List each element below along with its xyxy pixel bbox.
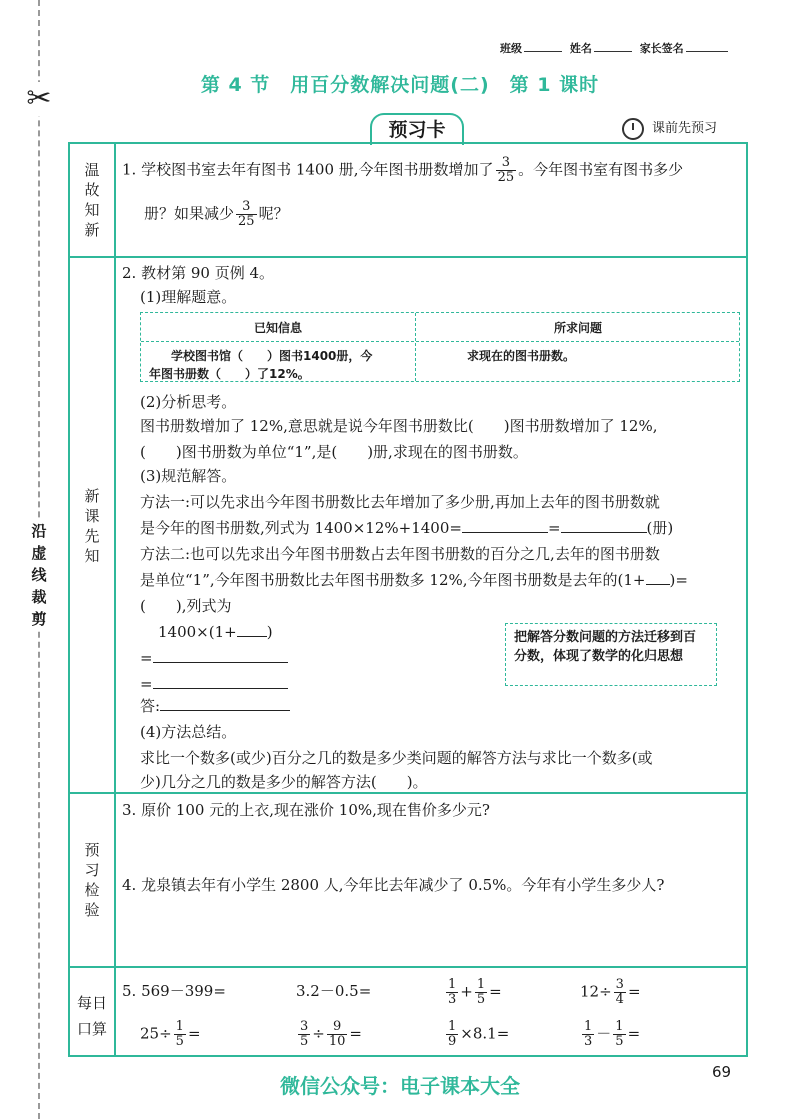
- section-label-check: 预 习 检 验: [84, 841, 100, 919]
- question-1-line-2: 册？如果减少 $\frac{3}{25}$ 呢？: [144, 199, 289, 229]
- section-label-new: 新 课 先 知: [84, 487, 100, 565]
- row-divider: [68, 256, 748, 258]
- preview-card-tab: 预习卡: [370, 113, 464, 145]
- calc-line-2: =: [140, 645, 288, 671]
- answer-blank[interactable]: [153, 688, 288, 689]
- answer-blank[interactable]: [646, 584, 670, 585]
- method-1-line-2: 是今年的图书册数,列式为 1400×12%+1400= = (册): [140, 519, 674, 537]
- page-number: 69: [712, 1063, 732, 1081]
- answer-line: 答:: [140, 693, 290, 719]
- footer-watermark: 微信公众号：电子课本大全: [280, 1074, 520, 1098]
- calc-item: $\frac{1}{3}$ + $\frac{1}{5}$ =: [448, 977, 502, 1007]
- clock-icon: [622, 118, 644, 140]
- table-known-line-2: 年图书册数（ ）了12%。: [149, 367, 310, 381]
- summary-line-1: 求比一个数多(或少)百分之几的数是多少类问题的解答方法与求比一个数多(或: [140, 749, 653, 767]
- cut-label: 沿 虚 线 裁 剪: [29, 520, 49, 630]
- method-2-line-3: ( ),列式为: [140, 597, 232, 615]
- step-3: (3)规范解答。: [140, 467, 237, 485]
- fraction: $\frac{3}{25}$: [238, 199, 255, 229]
- question-3: 3. 原价 100 元的上衣,现在涨价 10%,现在售价多少元?: [122, 801, 490, 819]
- calc-item: 25÷ $\frac{1}{5}$ =: [140, 1019, 201, 1049]
- question-2-intro: 2. 教材第 90 页例 4。: [122, 264, 275, 282]
- method-2-line-2: 是单位“1”,今年图书册数比去年图书册数多 12%,今年图书册数是去年的(1+ )=: [140, 571, 688, 589]
- answer-blank[interactable]: [561, 532, 647, 533]
- name-blank[interactable]: [594, 51, 632, 52]
- answer-blank[interactable]: [153, 662, 288, 663]
- analysis-line-2: ( )图书册数为单位“1”,是( )册,求现在的图书册数。: [140, 443, 528, 461]
- calc-line-3: =: [140, 671, 288, 697]
- scissors-icon: ✂: [26, 81, 52, 116]
- section-label-review: 温 故 知 新: [84, 161, 100, 239]
- summary-line-2: 少)几分之几的数是多少的解答方法( )。: [140, 773, 428, 791]
- label-divider: [114, 142, 116, 1057]
- table-head-known: 已知信息: [253, 321, 302, 335]
- method-1-line-1: 方法一:可以先求出今年图书册数比去年增加了多少册,再加上去年的图书册数就: [140, 493, 660, 511]
- fraction: $\frac{3}{25}$: [497, 155, 515, 185]
- calc-line-1: 1400×(1+ ): [158, 623, 273, 641]
- step-1: (1)理解题意。: [140, 288, 237, 306]
- calc-item: 12÷ $\frac{3}{4}$ =: [580, 977, 641, 1007]
- answer-blank[interactable]: [160, 710, 290, 711]
- method-2-line-1: 方法二:也可以先求出今年图书册数占去年图书册数的百分之几,去年的图书册数: [140, 545, 660, 563]
- step-4: (4)方法总结。: [140, 723, 237, 741]
- question-4: 4. 龙泉镇去年有小学生 2800 人,今年比去年减少了 0.5%。今年有小学生多少人?: [122, 876, 665, 894]
- analysis-line-1: 图书册数增加了 12%,意思就是说今年图书册数比( )图书册数增加了 12%,: [140, 417, 658, 435]
- answer-blank[interactable]: [462, 532, 548, 533]
- lesson-title: 第 4 节 用百分数解决问题(二) 第 1 课时: [200, 74, 600, 96]
- calc-item: $\frac{1}{9}$ ×8.1=: [448, 1019, 510, 1049]
- table-ask: 求现在的图书册数。: [467, 349, 576, 363]
- class-blank[interactable]: [524, 51, 562, 52]
- answer-blank[interactable]: [237, 636, 267, 637]
- calc-item: $\frac{1}{3}$ － $\frac{1}{5}$ =: [584, 1019, 641, 1049]
- calc-item: 3.2－0.5=: [296, 982, 372, 1000]
- calc-item: $\frac{3}{5}$ ÷ $\frac{9}{10}$ =: [300, 1019, 362, 1049]
- tip-note: 把解答分数问题的方法迁移到百分数，体现了数学的化归思想: [505, 623, 717, 686]
- info-table: [140, 312, 740, 382]
- header-fields: 班级 姓名 家长签名: [500, 40, 732, 56]
- table-head-ask: 所求问题: [553, 321, 602, 335]
- row-divider: [68, 966, 748, 968]
- preview-tag: 课前先预习: [622, 117, 717, 140]
- parent-blank[interactable]: [686, 51, 728, 52]
- calc-item: 5. 569－399=: [122, 982, 226, 1000]
- section-label-daily: 每日 口算: [76, 994, 107, 1038]
- step-2: (2)分析思考。: [140, 393, 237, 411]
- question-1-line-1: 1. 学校图书室去年有图书 1400 册,今年图书册数增加了 $\frac{3}{25}$ 。今年图书室有图书多少: [122, 155, 684, 185]
- table-known-line-1: 学校图书馆（ ）图书1400册，今: [171, 349, 373, 363]
